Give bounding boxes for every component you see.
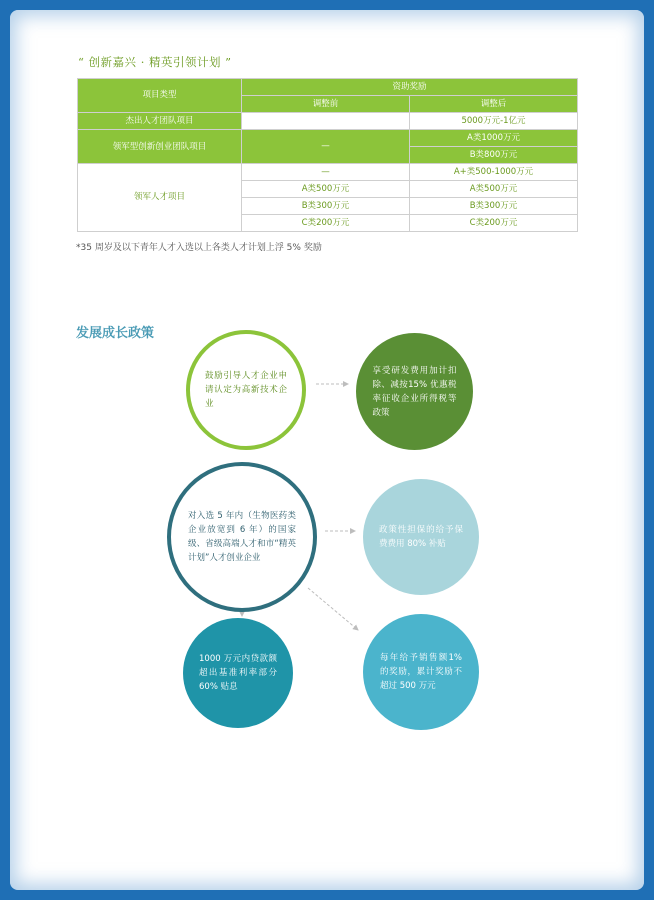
row2-before: — (242, 130, 410, 164)
header-after: 调整后 (410, 96, 578, 113)
row1-type: 杰出人才团队项目 (78, 113, 242, 130)
row2-type-label: 领军型创新创业团队项目 (112, 141, 207, 152)
policy-text: 享受研发费用加计扣除、减按15% 优惠税率征收企业所得税等政策 (372, 365, 457, 418)
section-title: 发展成长政策 (76, 326, 155, 341)
policy-circle-loan (183, 618, 293, 728)
header-reward: 资助奖励 (242, 79, 578, 96)
row3-after-1: A+类500-1000万元 (410, 164, 578, 181)
policy-circle-sales (363, 614, 479, 730)
row3-after-2: A类500万元 (410, 181, 578, 198)
policy-text: 每年给予销售额1% 的奖励，累计奖励不超过 500 万元 (380, 653, 462, 691)
row3-before-2: A类500万元 (242, 181, 410, 198)
row3-before-3: B类300万元 (242, 198, 410, 215)
policy-text: 对入选 5 年内（生物医药类企业放宽到 6 年）的国家级、省级高端人才和市“精英计划”人才创业企业 (188, 511, 296, 563)
row3-after-4: C类200万元 (410, 215, 578, 232)
policy-circle-guarantee (363, 479, 479, 595)
flow-arrows (10, 10, 644, 890)
footnote: *35 周岁及以下青年人才入选以上各类人才计划上浮 5% 奖励 (76, 243, 322, 253)
row3-type: 领军人才项目 (78, 164, 242, 232)
row1-after: 5000万元-1亿元 (410, 113, 578, 130)
policy-circle-high-tech (186, 330, 306, 450)
document-page (10, 10, 644, 890)
policy-text: 1000 万元内贷款额超出基准利率部分 60% 贴息 (199, 654, 277, 692)
policy-circle-eligibility (167, 462, 317, 612)
plan-title: “ 创新嘉兴 · 精英引领计划 ” (78, 55, 232, 69)
policy-circle-tax (356, 333, 473, 450)
header-type: 项目类型 (78, 79, 242, 113)
row2-after-b: B类800万元 (410, 147, 578, 164)
row3-before-4: C类200万元 (242, 215, 410, 232)
arrow-c3-c6 (308, 588, 358, 630)
row2-after-a: A类1000万元 (410, 130, 578, 147)
policy-text: 政策性担保的给予保费费用 80% 补贴 (379, 525, 463, 549)
policy-text: 鼓励引导人才企业申请认定为高新技术企业 (205, 371, 287, 409)
row3-after-3: B类300万元 (410, 198, 578, 215)
row3-before-1: — (242, 164, 410, 181)
header-before: 调整前 (242, 96, 410, 113)
